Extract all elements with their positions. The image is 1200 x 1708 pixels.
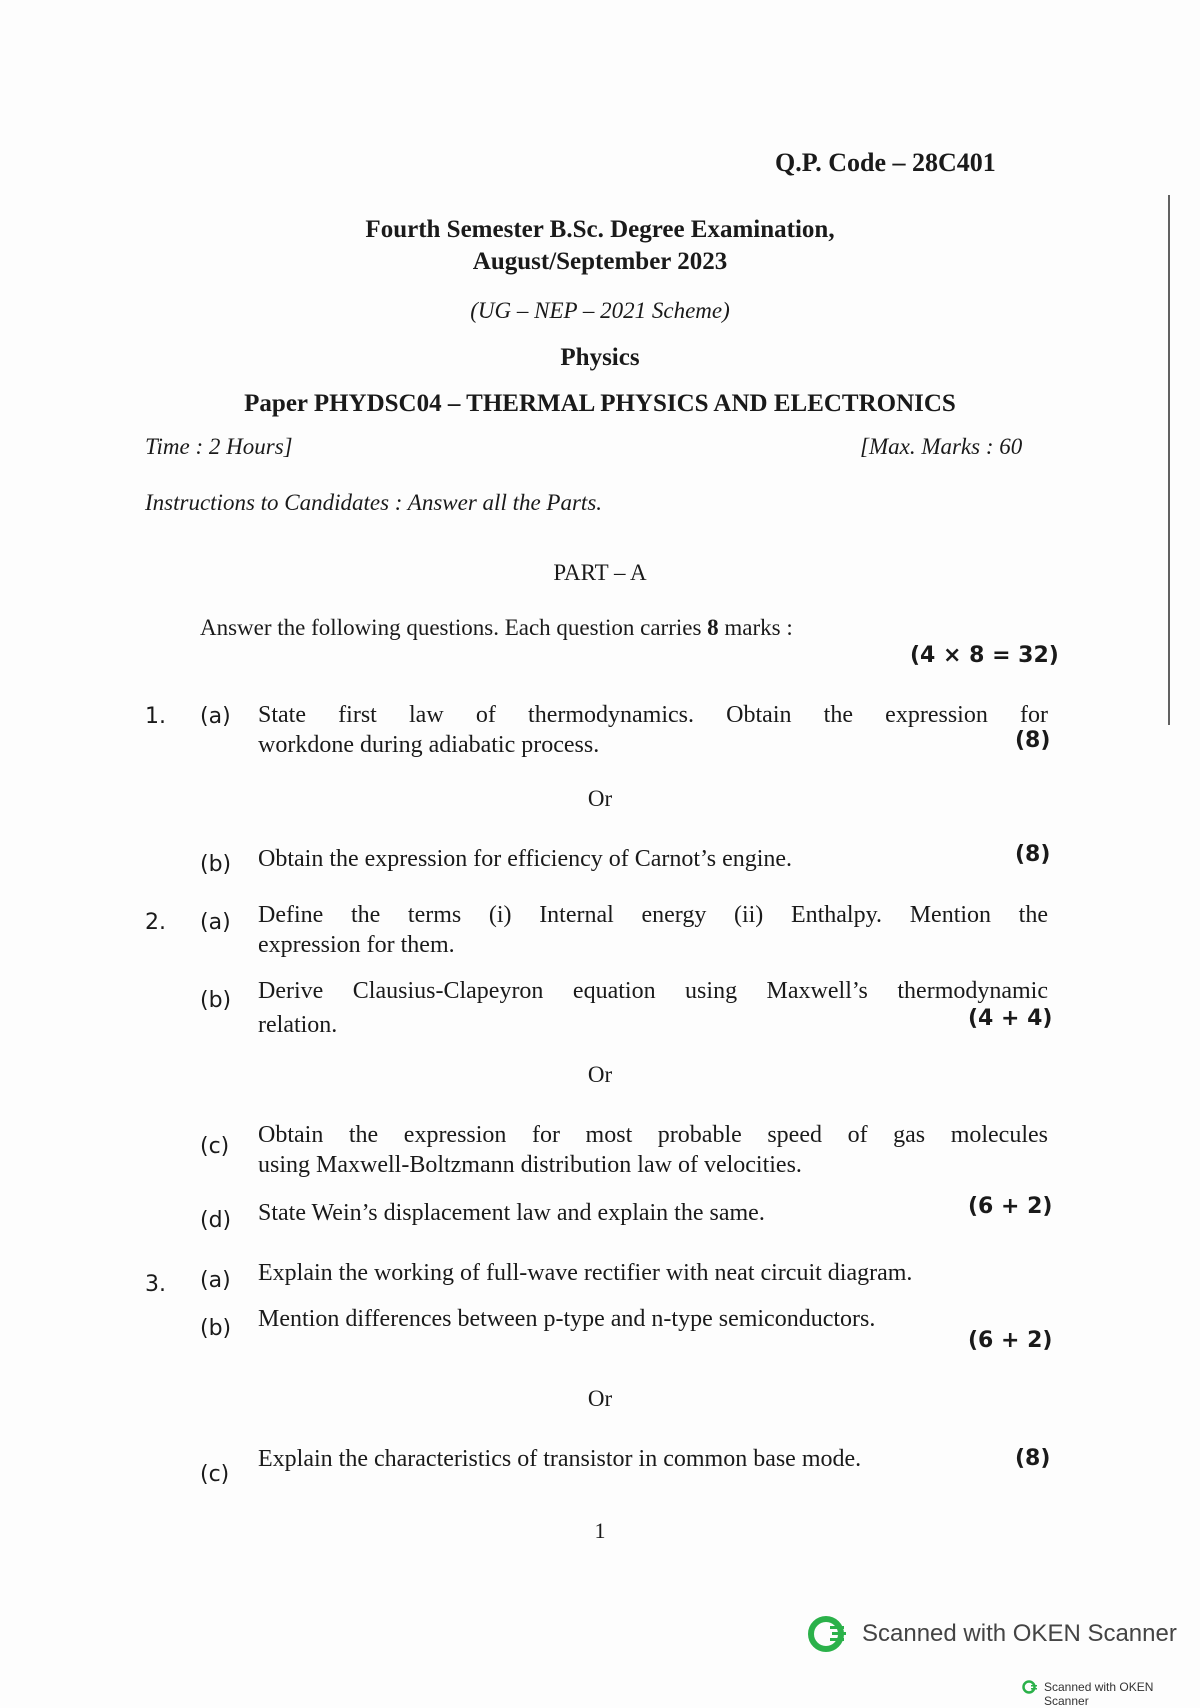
scheme: (UG – NEP – 2021 Scheme) — [470, 298, 730, 323]
q1b-label: (b) — [200, 852, 232, 877]
part-a-scheme-marks: (4 × 8 = 32) — [910, 643, 1059, 668]
oken-scanner-small-logo-icon — [1022, 1679, 1038, 1695]
scan-edge-line — [1168, 195, 1170, 725]
scanner-watermark-large: Scanned with OKEN Scanner — [862, 1620, 1177, 1647]
max-marks: [Max. Marks : 60 — [860, 434, 1023, 459]
q1b-text: Obtain the expression for efficiency of Carnot’s engine. — [258, 846, 793, 872]
page-number: 1 — [594, 1518, 606, 1543]
q2b-label: (b) — [200, 988, 232, 1013]
q1-or: Or — [587, 786, 613, 811]
q2c-label: (c) — [200, 1134, 230, 1159]
q2b-line1: Derive Clausius-Clapeyron equation using Maxwell’s thermodynamic — [258, 978, 1048, 1004]
q3c-text: Explain the characteristics of transistor in common base mode. — [258, 1446, 862, 1472]
subject: Physics — [560, 344, 640, 371]
q1a-label: (a) — [200, 704, 231, 729]
qp-code: Q.P. Code – 28C401 — [775, 148, 996, 177]
part-a-intro-bold: 8 — [707, 615, 719, 640]
q3c-label: (c) — [200, 1462, 230, 1487]
q2a-line1: Define the terms (i) Internal energy (ii) Enthalpy. Mention the — [258, 902, 1048, 928]
part-a-title: PART – A — [553, 560, 647, 585]
q2c-line2: using Maxwell-Boltzmann distribution law of velocities. — [258, 1152, 802, 1178]
q3-number: 3. — [145, 1272, 166, 1297]
exam-title-line2: August/September 2023 — [472, 248, 728, 275]
q1b-marks: (8) — [1015, 842, 1051, 867]
q3b-label: (b) — [200, 1316, 232, 1341]
q1-number: 1. — [145, 704, 166, 729]
q2ab-marks: (4 + 4) — [968, 1006, 1053, 1031]
q2cd-marks: (6 + 2) — [968, 1194, 1053, 1219]
q3a-label: (a) — [200, 1268, 231, 1293]
q2a-line2: expression for them. — [258, 932, 455, 958]
time-allowed: Time : 2 Hours] — [145, 434, 293, 459]
exam-title-line1: Fourth Semester B.Sc. Degree Examination, — [365, 216, 835, 243]
part-a-intro-prefix: Answer the following questions. Each question carries — [200, 615, 708, 640]
q3b-text: Mention differences between p-type and n-type semiconductors. — [258, 1306, 876, 1332]
q1a-line1: State first law of thermodynamics. Obtain the expression for — [258, 702, 1048, 728]
q2-or: Or — [587, 1062, 613, 1087]
q3c-marks: (8) — [1015, 1446, 1051, 1471]
q2d-label: (d) — [200, 1208, 232, 1233]
q2b-line2: relation. — [258, 1012, 338, 1038]
q2d-text: State Wein’s displacement law and explain the same. — [258, 1200, 765, 1226]
q2-number: 2. — [145, 910, 166, 935]
part-a-intro — [200, 615, 793, 641]
q3a-text: Explain the working of full-wave rectifier with neat circuit diagram. — [258, 1260, 913, 1286]
q3-or: Or — [587, 1386, 613, 1411]
scanner-watermark-small: Scanned with OKEN Scanner — [1044, 1680, 1154, 1708]
q2c-line1: Obtain the expression for most probable speed of gas molecules — [258, 1122, 1048, 1148]
part-a-intro-suffix: marks : — [718, 615, 793, 640]
q2a-label: (a) — [200, 910, 231, 935]
q3ab-marks: (6 + 2) — [968, 1328, 1053, 1353]
q1a-marks: (8) — [1015, 728, 1051, 753]
q1a-line2: workdone during adiabatic process. — [258, 732, 600, 758]
oken-scanner-logo-icon — [808, 1614, 848, 1654]
paper-title: Paper PHYDSC04 – THERMAL PHYSICS AND ELECTRONICS — [244, 390, 956, 417]
instructions: Instructions to Candidates : Answer all the Parts. — [145, 490, 603, 515]
